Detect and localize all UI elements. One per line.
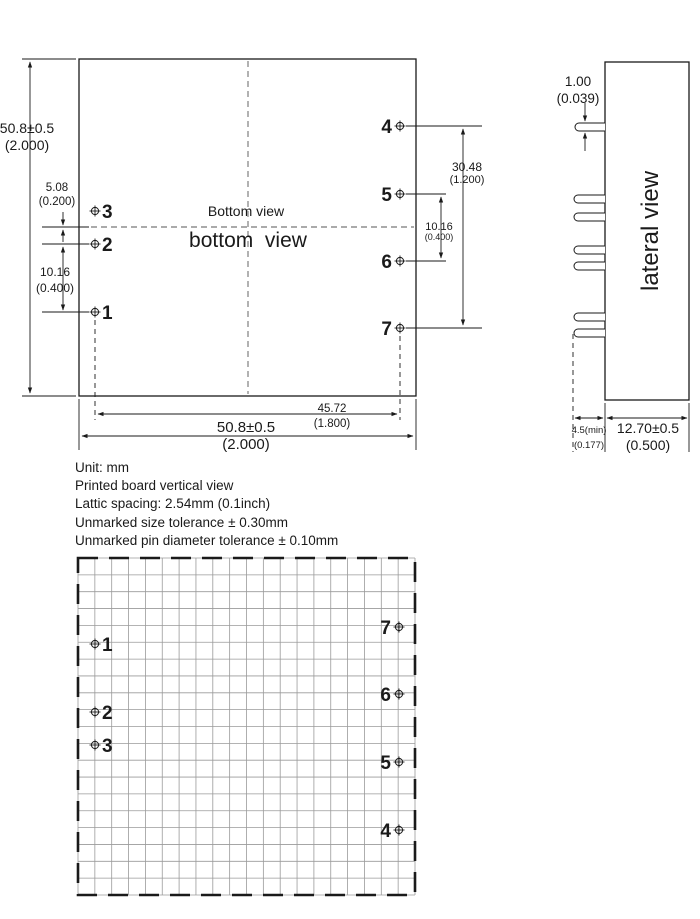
dim-height-inch: (2.000) (4, 137, 50, 153)
drawing-notes (75, 459, 338, 550)
dimension-height (22, 59, 76, 396)
pin-2-marker (90, 239, 101, 250)
bottom-view-caption-small: Bottom view (207, 203, 285, 219)
pin-3-marker (90, 206, 101, 217)
dim-pin-width-value: 1.00 (564, 74, 592, 89)
pin-label-5: 5 (381, 185, 392, 206)
note-lattice: Lattic spacing: 2.54mm (0.1inch) (75, 496, 271, 512)
bottom-view (0, 59, 484, 453)
pcb-pin-5-marker (394, 757, 405, 768)
pcb-pin-label-7: 7 (380, 618, 391, 639)
note-pin-tolerance: Unmarked pin diameter tolerance ± 0.10mm (75, 532, 339, 548)
dim-height-value: 50.8±0.5 (0, 120, 55, 136)
pin-7-marker (395, 323, 406, 334)
dim-width-value: 50.8±0.5 (216, 419, 276, 436)
dim-right-span-value: 30.48 (451, 160, 483, 174)
note-unit: Unit: mm (75, 460, 129, 475)
pcb-pin-label-6: 6 (380, 685, 391, 706)
pcb-pin-3-marker (90, 740, 101, 751)
pin-label-6: 6 (381, 252, 392, 273)
dim-pin-span-inch: (1.800) (313, 418, 351, 430)
pin-6-marker (395, 256, 406, 267)
dimension-left-pins (39, 212, 89, 312)
pin-label-1: 1 (102, 303, 113, 324)
pcb-pin-label-3: 3 (102, 736, 113, 757)
dim-thickness-inch: (0.500) (625, 437, 671, 453)
pcb-pin-2-marker (90, 707, 101, 718)
dim-right-pitch-inch: (0.400) (424, 232, 454, 242)
pcb-pin-label-5: 5 (380, 753, 391, 774)
note-view: Printed board vertical view (75, 478, 234, 494)
dim-left-pitch-inch: (0.400) (35, 281, 75, 295)
pcb-pin-7-marker (394, 622, 405, 633)
pin-1-marker (90, 307, 101, 318)
bottom-view-caption-large: bottom view (189, 229, 307, 252)
pin-4-marker (395, 121, 406, 132)
pin-5-marker (395, 189, 406, 200)
module-outline (79, 59, 416, 396)
pin-label-4: 4 (381, 117, 392, 138)
pin-label-2: 2 (102, 235, 113, 256)
pcb-pin-6-marker (394, 689, 405, 700)
pcb-pin-1-marker (90, 639, 101, 650)
dim-pin-length-value: 4.5(min) (571, 425, 607, 436)
dim-width-inch: (2.000) (222, 436, 270, 453)
pcb-pin-label-2: 2 (102, 703, 113, 724)
pcb-pin-4-marker (394, 825, 405, 836)
dim-pin-span-value: 45.72 (317, 403, 347, 415)
dim-left-top-inch: (0.200) (38, 196, 76, 208)
dim-right-pitch-value: 10.16 (425, 221, 453, 233)
dim-thickness-value: 12.70±0.5 (616, 420, 680, 436)
pcb-grid (78, 558, 415, 895)
lateral-pins (574, 123, 605, 337)
dim-left-top-value: 5.08 (45, 182, 69, 194)
dim-pin-width-inch: (0.039) (556, 91, 600, 106)
pin-label-3: 3 (102, 202, 113, 223)
dim-pin-length-inch: (0.177) (573, 440, 605, 451)
dim-right-span-inch: (1.200) (449, 174, 485, 186)
lateral-view (557, 62, 689, 453)
pcb-pin-label-1: 1 (102, 635, 113, 656)
lateral-view-caption: lateral view (637, 170, 664, 292)
pin-label-7: 7 (381, 319, 392, 340)
pcb-pin-label-4: 4 (380, 821, 391, 842)
note-size-tolerance: Unmarked size tolerance ± 0.30mm (75, 514, 288, 530)
pcb-view (78, 558, 415, 895)
dim-left-pitch-value: 10.16 (39, 265, 71, 279)
